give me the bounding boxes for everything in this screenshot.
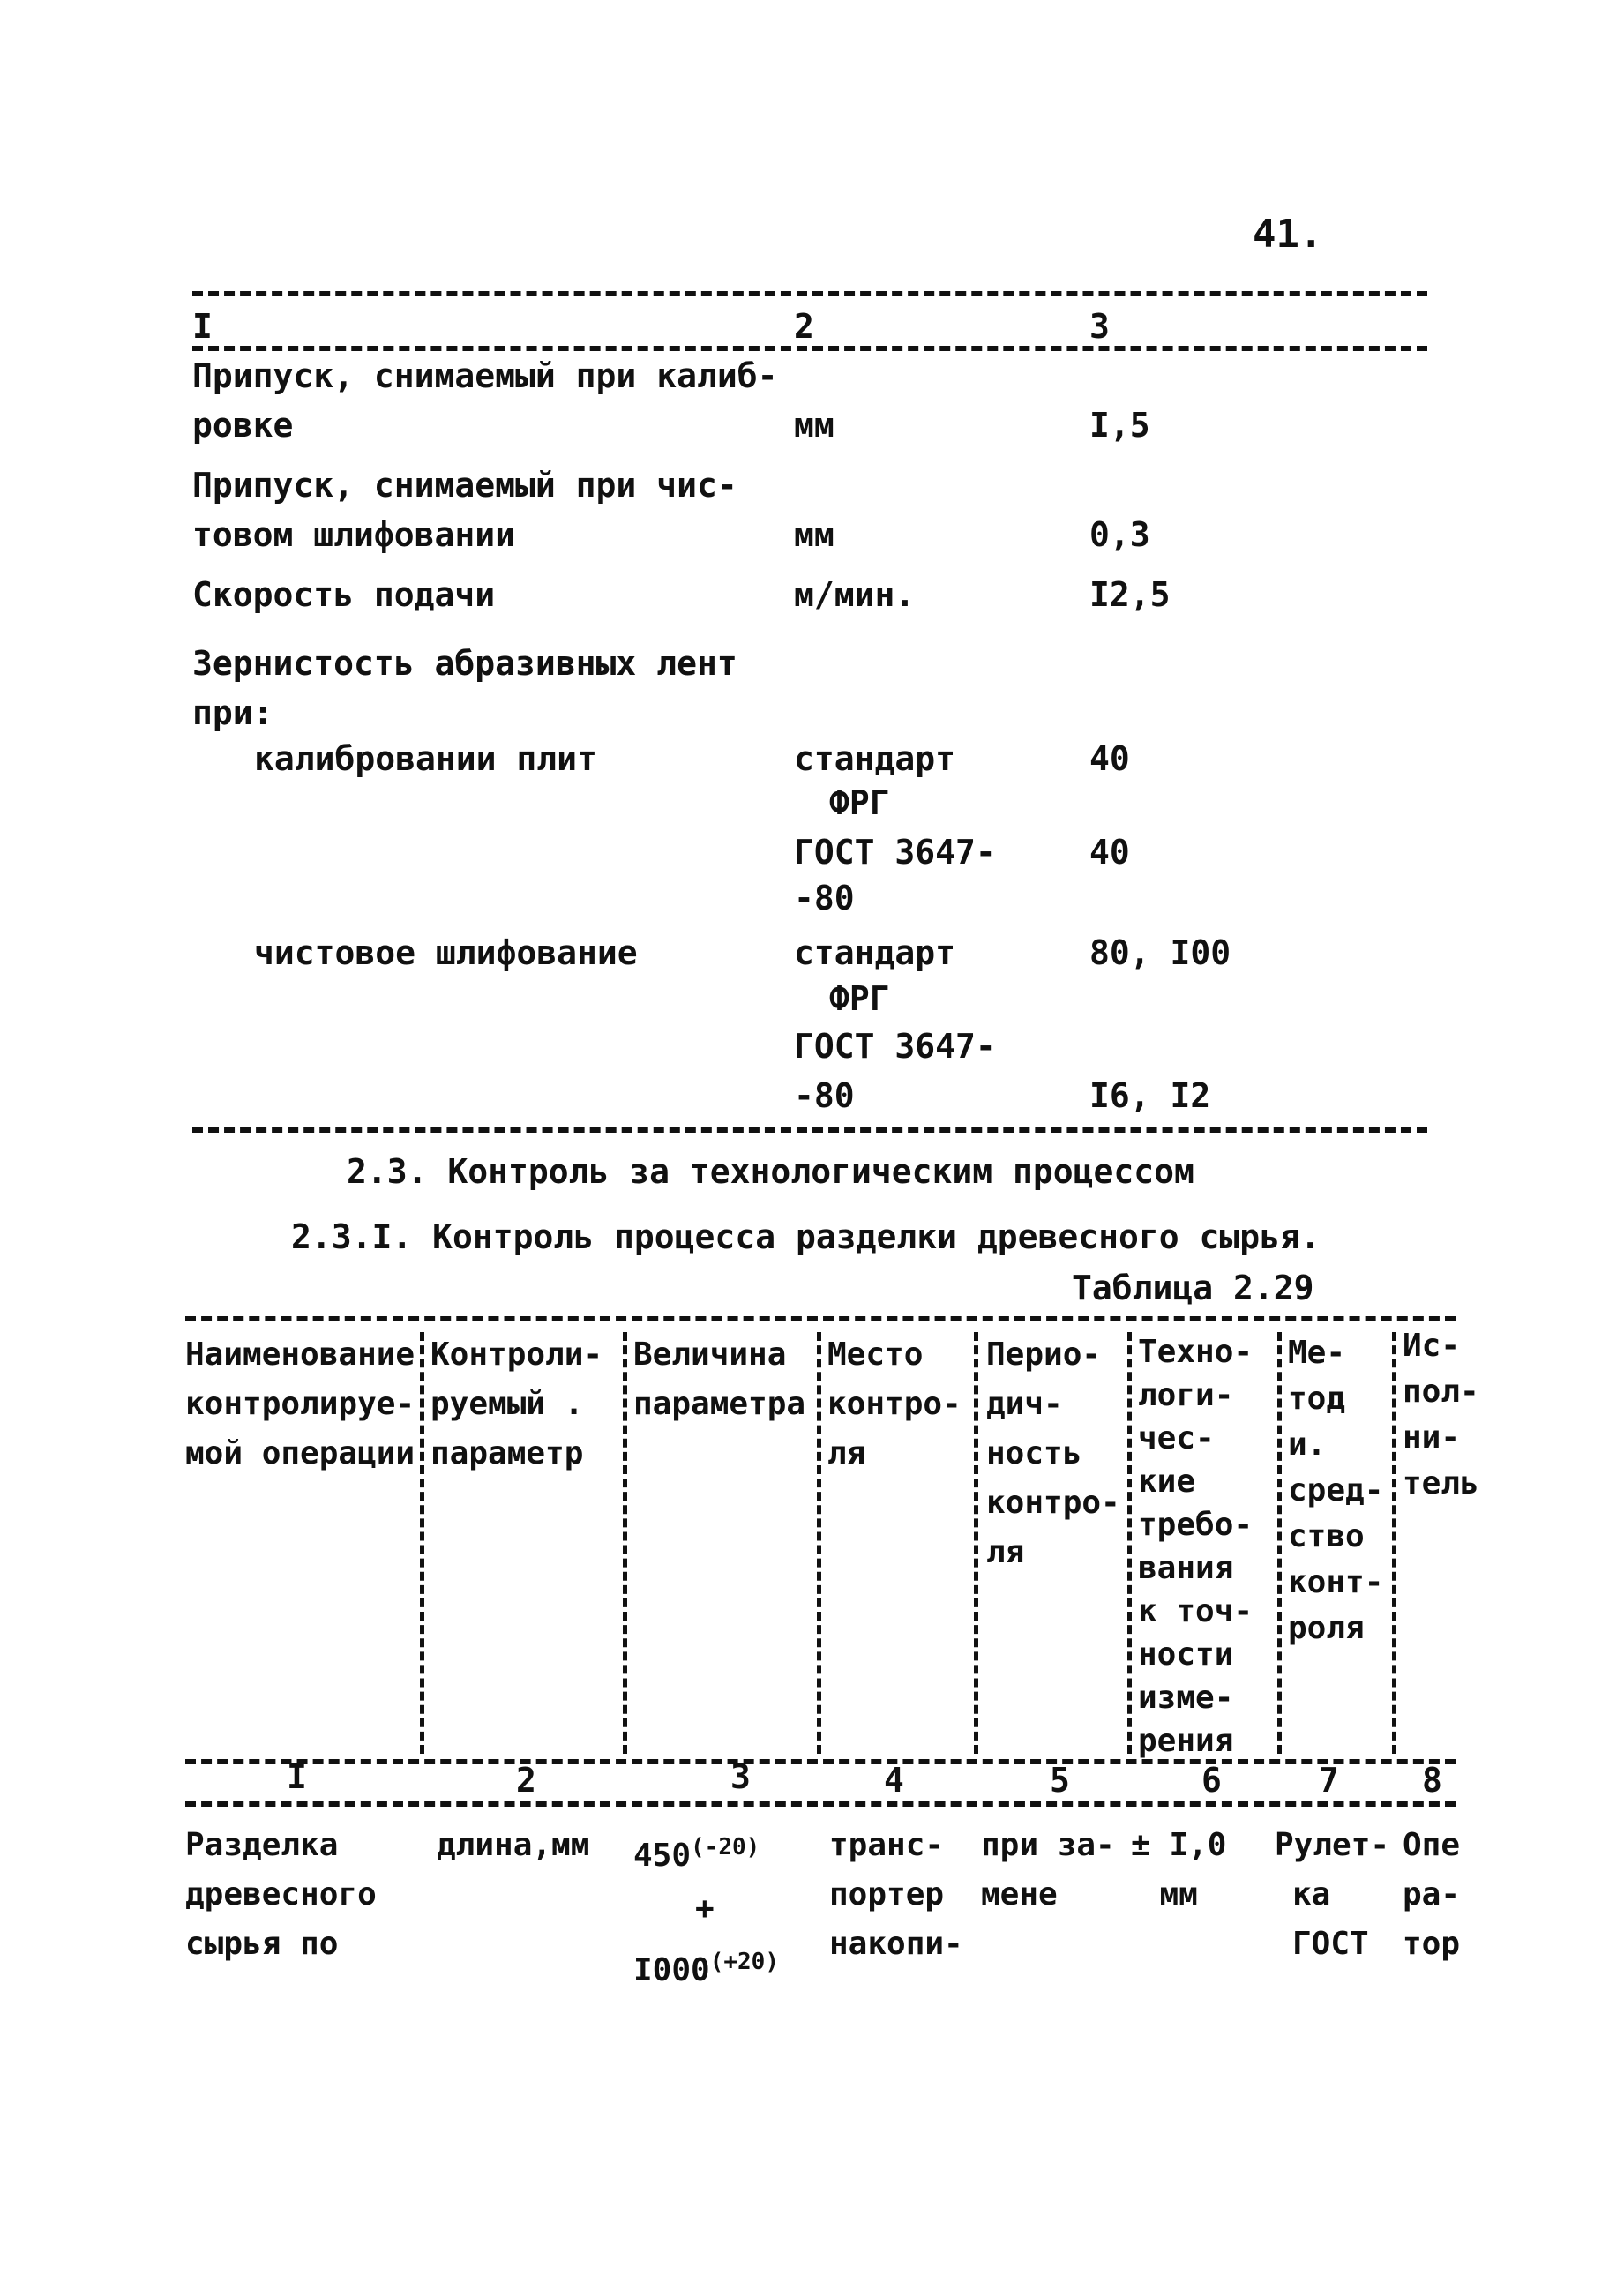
header-cell: Величина параметра (633, 1336, 806, 1422)
column-number: 3 (730, 1757, 751, 1796)
row-name: при: (192, 693, 273, 732)
row-cell: Разделка древесного сырья по (185, 1827, 377, 1962)
row-unit: ФРГ (829, 783, 890, 822)
row-cell: ± I,0 мм (1131, 1827, 1227, 1913)
row-value: 80, I00 (1089, 933, 1231, 972)
column-number-rule (185, 1801, 1456, 1807)
table-bottom-rule (192, 1127, 1427, 1133)
row-cell: длина,мм (437, 1827, 590, 1863)
header-rule (185, 1759, 1456, 1764)
row-name: Припуск, снимаемый при чис- (192, 466, 737, 505)
column-number: 4 (884, 1761, 904, 1800)
header-cell: Место контро- ля (827, 1336, 962, 1471)
row-unit: мм (794, 515, 834, 554)
column-header: I (192, 307, 213, 346)
row-value: I6, I2 (1089, 1076, 1211, 1115)
header-cell: Контроли- руемый . параметр (430, 1336, 603, 1471)
row-unit: ФРГ (829, 979, 890, 1018)
header-rule (192, 346, 1427, 351)
header-cell: Наименование контролируе- мой операции (185, 1336, 415, 1471)
row-value: 0,3 (1089, 515, 1150, 554)
table-top-rule (185, 1316, 1456, 1321)
column-separator (420, 1332, 424, 1754)
header-cell: Перио- дич- ность контро- ля (986, 1336, 1120, 1570)
page-number: 41. (1253, 212, 1323, 257)
row-unit: -80 (794, 879, 855, 917)
row-value: I,5 (1089, 406, 1150, 445)
column-header: 2 (794, 307, 814, 346)
row-name: Припуск, снимаемый при калиб- (192, 356, 778, 395)
column-number: I (287, 1757, 307, 1796)
row-name: Скорость подачи (192, 575, 496, 614)
column-number: 8 (1422, 1761, 1442, 1800)
table-top-rule (192, 291, 1427, 296)
row-name: чистовое шлифование (254, 933, 638, 972)
header-cell: Ме- тод и. сред- ство конт- роля (1288, 1335, 1384, 1646)
column-separator (817, 1332, 821, 1754)
row-unit: м/мин. (794, 575, 916, 614)
column-separator (623, 1332, 627, 1754)
row-cell: Опе ра- тор (1403, 1827, 1461, 1962)
header-cell: Ис- пол- ни- тель (1403, 1328, 1479, 1501)
row-unit: -80 (794, 1076, 855, 1115)
row-unit: стандарт (794, 933, 956, 972)
row-unit: ГОСТ 3647- (794, 833, 996, 872)
column-separator (1277, 1332, 1282, 1754)
row-name: товом шлифовании (192, 515, 516, 554)
section-heading: 2.3. Контроль за технологическим процессом (347, 1152, 1194, 1191)
column-separator (974, 1332, 978, 1754)
row-name: калибровании плит (254, 739, 597, 778)
table-caption: Таблица 2.29 (1072, 1269, 1314, 1307)
header-cell: Техно- логи- чес- кие требо- вания к точ- ности изме- рения (1138, 1334, 1254, 1759)
column-header: 3 (1089, 307, 1110, 346)
row-cell: при за- мене (981, 1827, 1115, 1913)
column-number: 6 (1201, 1761, 1222, 1800)
row-unit: стандарт (794, 739, 956, 778)
column-number: 2 (516, 1761, 536, 1800)
column-separator (1127, 1332, 1132, 1754)
row-value: I2,5 (1089, 575, 1171, 614)
row-unit: ГОСТ 3647- (794, 1027, 996, 1066)
row-name: Зернистость абразивных лент (192, 644, 737, 683)
row-name: ровке (192, 406, 294, 445)
subsection-heading: 2.3.I. Контроль процесса разделки древесного сырья. (291, 1217, 1321, 1256)
row-unit: мм (794, 406, 834, 445)
column-separator (1392, 1332, 1396, 1754)
row-cell: $450^{(-20)}$ + $I000^{(+20)}$ (633, 1834, 779, 1988)
column-number: 7 (1319, 1761, 1339, 1800)
row-cell: Рулет- ка ГОСТ (1275, 1827, 1390, 1962)
column-number: 5 (1050, 1761, 1070, 1800)
row-value: 40 (1089, 739, 1130, 778)
row-cell: транс- портер накопи- (829, 1827, 963, 1962)
row-value: 40 (1089, 833, 1130, 872)
